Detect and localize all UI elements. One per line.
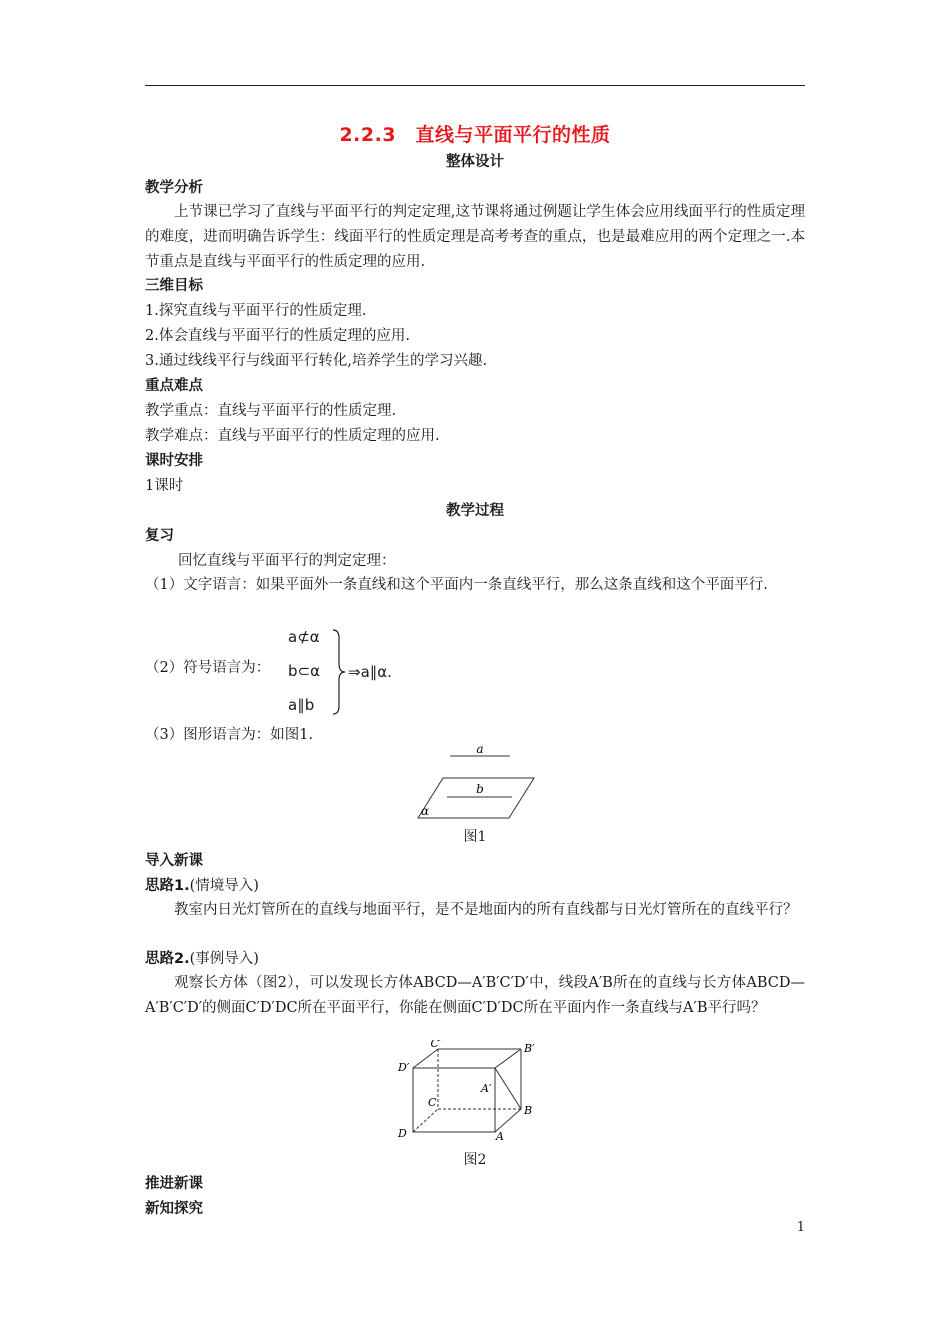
figure-2-label: A <box>496 1130 504 1143</box>
review-intro: 回忆直线与平面平行的判定定理： <box>178 553 396 569</box>
figure-2-label: D <box>398 1127 407 1140</box>
teaching-difficulty: 教学难点：直线与平面平行的性质定理的应用. <box>145 428 440 444</box>
explore-heading: 新知探究 <box>145 1201 203 1217</box>
figure-2-label: B′ <box>524 1042 535 1055</box>
figure-1-label: b <box>476 782 484 796</box>
goals-heading: 三维目标 <box>145 278 203 294</box>
schedule-heading: 课时安排 <box>145 453 203 469</box>
figure-2-diagram <box>395 1040 555 1145</box>
page-title: 2.2.3 直线与平面平行的性质 <box>339 124 611 146</box>
figure-2-label: B <box>524 1104 533 1117</box>
figure-1-label: a <box>476 742 484 756</box>
idea-1-line <box>145 874 259 895</box>
teaching-focus: 教学重点：直线与平面平行的性质定理. <box>145 403 397 419</box>
header-rule <box>145 85 805 86</box>
idea-2-text: 观察长方体（图2），可以发现长方体ABCD—A′B′C′D′中，线段A′B所在的直线与长方体ABCD—A′B′C′D′的侧面C′D′DC所在平面平行，你能在侧面C′D′DC所在平面内作一条直线与A′B平行吗？ <box>145 975 805 1016</box>
brace-icon <box>331 628 347 716</box>
graphic-language: （3）图形语言为：如图1. <box>145 727 314 743</box>
idea-2-note: (事例导入) <box>189 951 259 967</box>
figure-2-caption: 图2 <box>463 1152 487 1168</box>
figure-2-label: C′ <box>430 1040 442 1050</box>
review-heading: 复习 <box>145 528 174 544</box>
idea-1-note: (情境导入) <box>189 878 259 894</box>
key-points-heading: 重点难点 <box>145 378 203 394</box>
figure-2-label: C <box>428 1096 437 1109</box>
symbolic-label: （2）符号语言为： <box>145 660 271 676</box>
idea-2-line <box>145 947 259 968</box>
section-subtitle: 整体设计 <box>446 154 504 170</box>
idea-1-heading: 思路1. <box>145 878 190 894</box>
new-lesson-heading: 导入新课 <box>145 853 203 869</box>
goal-item: 1.探究直线与平面平行的性质定理. <box>145 303 367 319</box>
document-page <box>145 0 805 1344</box>
figure-2-label: A′ <box>481 1082 492 1095</box>
symbolic-line: b⊂α <box>288 662 320 680</box>
figure-1-caption: 图1 <box>463 829 487 845</box>
advance-heading: 推进新课 <box>145 1176 203 1192</box>
process-heading: 教学过程 <box>446 503 504 519</box>
page-number: 1 <box>796 1220 805 1235</box>
figure-2-label: D′ <box>398 1061 410 1074</box>
idea-2-heading: 思路2. <box>145 951 190 967</box>
schedule-text: 1课时 <box>145 478 184 494</box>
figure-1-diagram <box>410 738 540 822</box>
review-verbal-language: （1）文字语言：如果平面外一条直线和这个平面内一条直线平行，那么这条直线和这个平面平行. <box>145 577 768 593</box>
idea-1-text: 教室内日光灯管所在的直线与地面平行，是不是地面内的所有直线都与日光灯管所在的直线平行？ <box>174 902 798 918</box>
symbolic-result: ⇒a∥α. <box>348 663 392 681</box>
symbolic-line: a⊄α <box>288 628 320 646</box>
goal-item: 3.通过线线平行与线面平行转化,培养学生的学习兴趣. <box>145 353 488 369</box>
figure-1-label: α <box>421 804 430 818</box>
analysis-text: 上节课已学习了直线与平面平行的判定定理,这节课将通过例题让学生体会应用线面平行的性质定理的难度，进而明确告诉学生：线面平行的性质定理是高考考查的重点，也是最难应用的两个定理之一.本节重点是直线与平面平行的性质定理的应用. <box>145 204 805 270</box>
goal-item: 2.体会直线与平面平行的性质定理的应用. <box>145 328 410 344</box>
symbolic-line: a∥b <box>288 696 315 714</box>
analysis-heading: 教学分析 <box>145 180 203 196</box>
